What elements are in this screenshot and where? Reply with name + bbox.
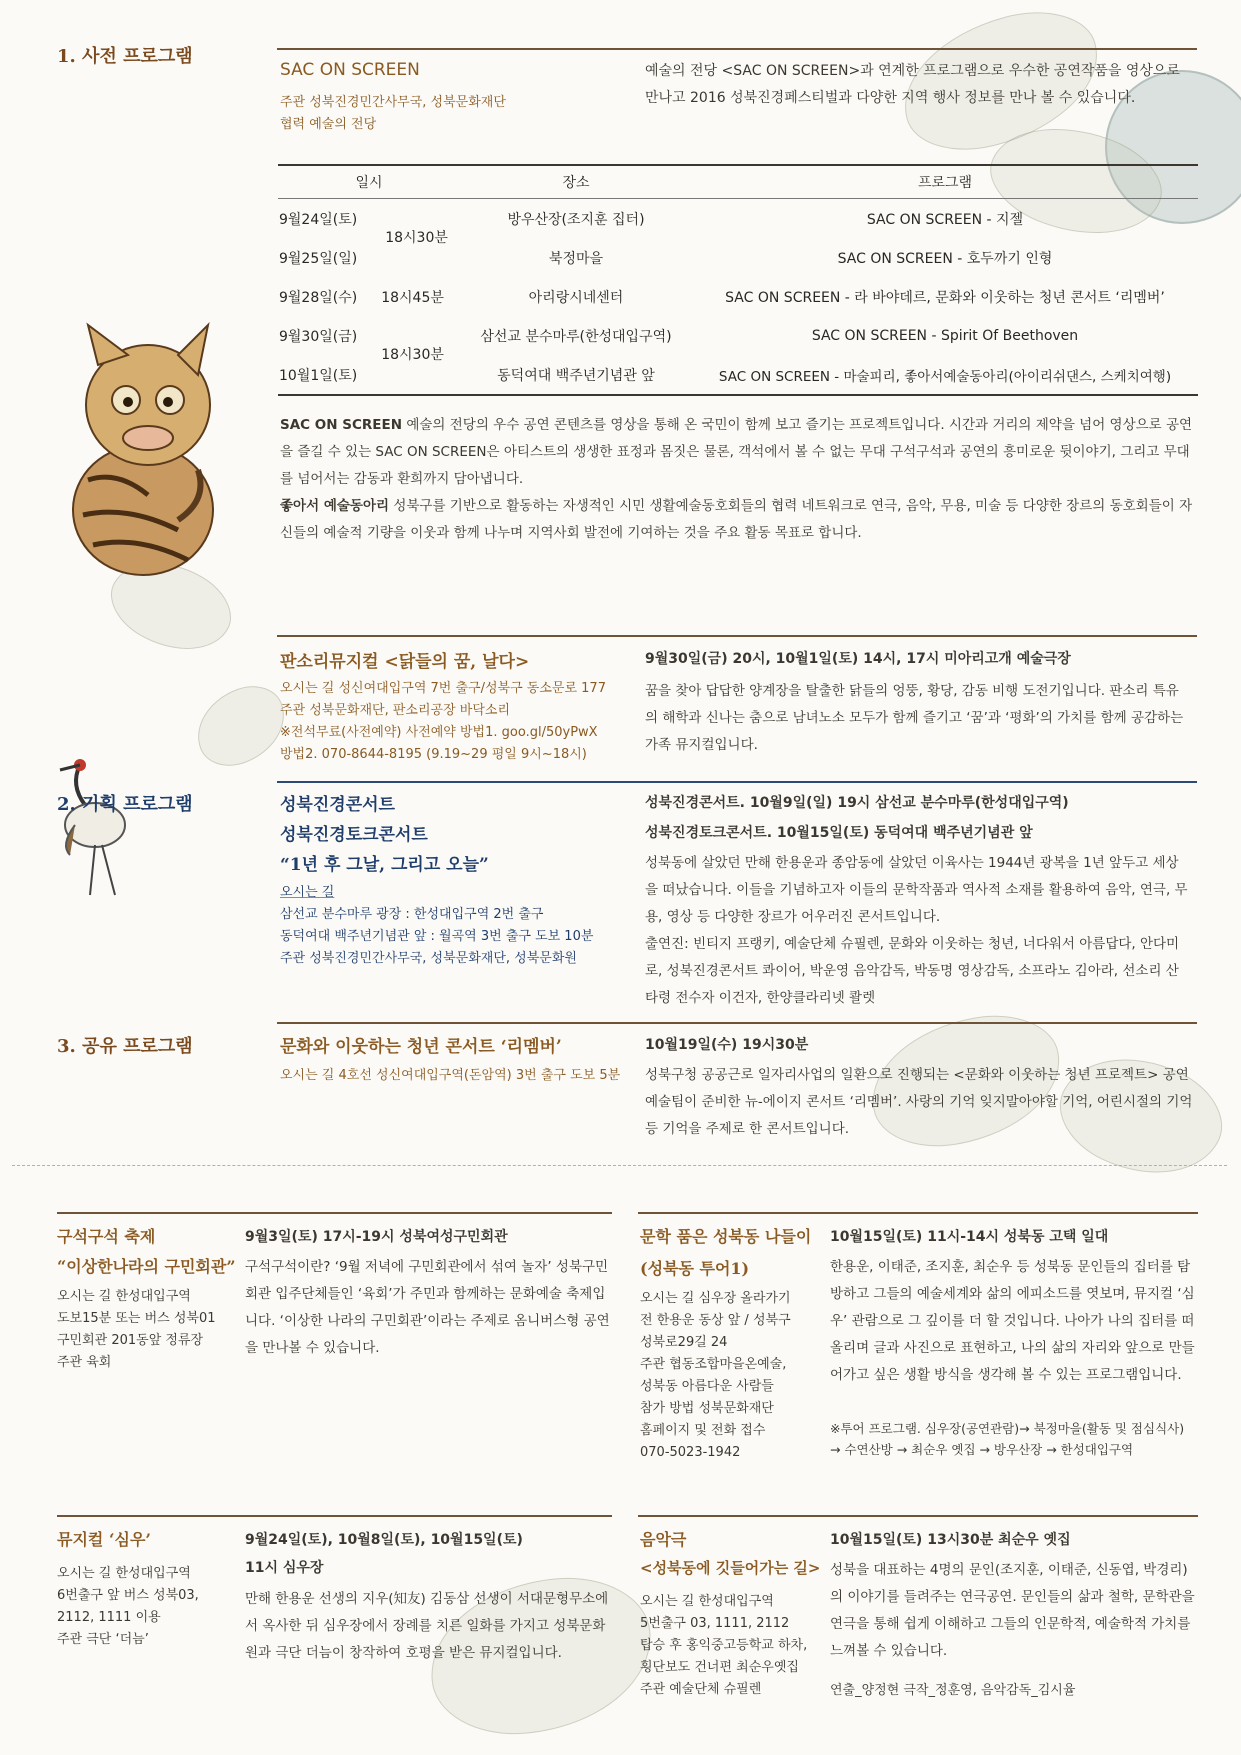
tour-schedule: 10월15일(토) 11시-14시 성북동 고택 일대 — [830, 1229, 1109, 1245]
sac-desc-text: 예술의 전당의 우수 공연 콘텐츠를 영상을 통해 온 국민이 함께 보고 즐기는 프로젝트입니다. 시간과 거리의 제약을 넘어 영상으로 공연을 즐길 수 있는 SAC ON SCREEN은 아티스트의 생생한 표정과 몸짓은 물론, 객석에서 볼 수 없는 무대 구석구석과 공연의 흥미로운 뒷이야기, 그리고 무대를 넘어서는 감동과 환희까지 담아냅니다. — [280, 417, 1193, 487]
concert-directions-label: 오시는 길 — [280, 885, 335, 900]
festival-dir3: 구민회관 201동앞 정류장 — [57, 1333, 204, 1348]
tour-join2: 홈페이지 및 전화 접수 — [640, 1423, 766, 1438]
tour-dir2: 전 한용운 동상 앞 / 성북구 — [640, 1313, 791, 1328]
row-place: 방우산장(조지훈 집터) — [507, 211, 645, 228]
club-desc-term: 좋아서 예술동아리 — [280, 498, 390, 514]
pansori-desc: 꿈을 찾아 답답한 양계장을 탈출한 닭들의 엉뚱, 황당, 감동 비행 도전기입니다. 판소리 특유의 해학과 신나는 춤으로 남녀노소 모두가 함께 즐기고 ‘꿈’과 ‘평화’의 가치를 함께 공감하는 가족 뮤지컬입니다. — [645, 683, 1184, 753]
drama-dir1: 오시는 길 한성대입구역 — [640, 1594, 774, 1609]
drama-desc: 성북을 대표하는 4명의 문인(조지훈, 이태준, 신동엽, 박경리)의 이야기를 들려주는 연극공연. 문인들의 삶과 철학, 문학관을 연극을 통해 쉽게 이해하고 그들의 인문학적, 예술학적 가치를 느껴볼 수 있습니다. — [830, 1562, 1195, 1659]
drama-dir4: 횡단보도 건너편 최순우옛집 — [640, 1660, 799, 1675]
simwoo-desc: 만해 한용운 선생의 지우(知友) 김동삼 선생이 서대문형무소에서 옥사한 뒤 심우장에서 장례를 치른 일화를 가지고 성북문화원과 극단 더늠이 창작하여 호평을 받은 뮤지컬입니다. — [245, 1591, 609, 1661]
tour-join1: 참가 방법 성북문화재단 — [640, 1401, 774, 1416]
concert-host: 주관 성북진경민간사무국, 성북문화재단, 성북문화원 — [280, 951, 577, 966]
tour-dir1: 오시는 길 심우장 올라가기 — [640, 1291, 791, 1306]
section2-title: 2. 기획 프로그램 — [57, 794, 193, 815]
tour-top-rule — [638, 1212, 1198, 1214]
drama-top-rule — [638, 1515, 1198, 1517]
tour-desc: 한용운, 이태준, 조지훈, 최순우 등 성북동 문인들의 집터를 탐방하고 그들의 예술세계와 삶의 에피소드를 엿보며, 뮤지컬 ‘심우’ 관람으로 그 깊이를 더 할 것입니다. 나아가 나의 집터를 떠올리며 글과 사진으로 표현하고, 나의 삶의 자리와 앞으로 만들어가고 싶은 생활 방식을 생각해 볼 수 있는 프로그램입니다. — [830, 1259, 1195, 1383]
drama-dir2: 5번출구 03, 1111, 2112 — [640, 1616, 790, 1631]
row-time: 18시30분 — [381, 346, 444, 363]
festival-title1: 구석구석 축제 — [57, 1227, 156, 1246]
remember-directions: 오시는 길 4호선 성신여대입구역(돈암역) 3번 출구 도보 5분 — [280, 1068, 621, 1083]
row-place: 북정마을 — [548, 250, 604, 267]
row-program: SAC ON SCREEN - Spirit Of Beethoven — [811, 327, 1079, 344]
tour-host1: 주관 협동조합마을온예술, — [640, 1357, 787, 1372]
tour-route: ※투어 프로그램. 심우장(공연관람)→ 북정마을(활동 및 점심식사) → 수연산방 → 최순우 옛집 → 방우산장 → 한성대입구역 — [830, 1421, 1185, 1457]
table-row — [278, 199, 1198, 239]
simwoo-title: 뮤지컬 ‘심우’ — [57, 1530, 151, 1549]
pansori-reserve2: 방법2. 070-8644-8195 (9.19~29 평일 9시~18시) — [280, 747, 587, 762]
festival-title2: “이상한나라의 구민회관” — [57, 1257, 236, 1276]
festival-host: 주관 육회 — [57, 1355, 112, 1370]
simwoo-top-rule — [57, 1515, 612, 1517]
tour-join3: 070-5023-1942 — [640, 1445, 741, 1460]
sac-intro: 예술의 전당 <SAC ON SCREEN>과 연계한 프로그램으로 우수한 공연작품을 영상으로 만나고 2016 성북진경페스티벌과 다양한 지역 행사 정보를 만나 볼 수 있습니다. — [645, 63, 1180, 106]
festival-dir1: 오시는 길 한성대입구역 — [57, 1289, 191, 1304]
crane-illustration — [40, 755, 160, 905]
row-date: 9월25일(일) — [279, 250, 358, 267]
festival-dir2: 도보15분 또는 버스 성북01 — [57, 1311, 216, 1326]
sac-title: SAC ON SCREEN — [280, 60, 420, 80]
schedule-table — [278, 164, 1198, 396]
sac-description — [280, 412, 1195, 547]
tiger-illustration — [58, 320, 228, 580]
remember-schedule: 10월19일(수) 19시30분 — [645, 1037, 809, 1053]
row-program: SAC ON SCREEN - 라 바야데르, 문화와 이웃하는 청년 콘서트 ‘리멤버’ — [725, 289, 1165, 306]
pansori-top-rule — [277, 635, 1197, 637]
tour-host2: 성북동 아름다운 사람들 — [640, 1379, 774, 1394]
sac-desc-term: SAC ON SCREEN — [280, 417, 403, 433]
row-date: 9월24일(토) — [279, 211, 358, 228]
simwoo-host: 주관 극단 ‘더늠’ — [57, 1632, 149, 1647]
concert-dir2: 동덕여대 백주년기념관 앞 : 월곡역 3번 출구 도보 10분 — [280, 929, 594, 944]
table-header-date: 일시 — [278, 165, 460, 199]
tour-dir3: 성북로29길 24 — [640, 1335, 728, 1350]
concert-title-1: 성북진경콘서트 — [280, 795, 395, 815]
table-header-place: 장소 — [460, 165, 692, 199]
tour-title2: (성북동 투어1) — [640, 1259, 750, 1278]
pansori-schedule: 9월30일(금) 20시, 10월1일(토) 14시, 17시 미아리고개 예술극장 — [645, 651, 1071, 667]
simwoo-schedule1: 9월24일(토), 10월8일(토), 10월15일(토) — [245, 1532, 523, 1548]
section2-top-rule — [277, 781, 1197, 783]
sac-host: 주관 성북진경민간사무국, 성북문화재단 — [280, 95, 506, 110]
row-date: 10월1일(토) — [278, 355, 460, 395]
drama-title1: 음악극 — [640, 1530, 687, 1549]
pansori-directions: 오시는 길 성신여대입구역 7번 출구/성북구 동소문로 177 — [280, 681, 606, 696]
drama-schedule: 10월15일(토) 13시30분 최순우 옛집 — [830, 1532, 1071, 1548]
sac-cooperation: 협력 예술의 전당 — [280, 117, 377, 132]
simwoo-schedule2: 11시 심우장 — [245, 1560, 324, 1576]
remember-title: 문화와 이웃하는 청년 콘서트 ‘리멤버’ — [280, 1037, 562, 1057]
festival-schedule: 9월3일(토) 17시-19시 성북여성구민회관 — [245, 1229, 508, 1245]
row-place: 동덕여대 백주년기념관 앞 — [460, 355, 692, 395]
drama-dir3: 탑승 후 홍익중고등학교 하차, — [640, 1638, 808, 1653]
row-time: 18시45분 — [381, 289, 444, 306]
section3-title: 3. 공유 프로그램 — [57, 1036, 193, 1057]
club-desc-text: 성북구를 기반으로 활동하는 자생적인 시민 생활예술동호회들의 협력 네트워크로 연극, 음악, 무용, 미술 등 다양한 장르의 동호회들이 자신들의 예술적 기량을 이웃과 함께 나누며 지역사회 발전에 기여하는 것을 주요 활동 목표로 합니다. — [280, 498, 1193, 541]
concert-dir1: 삼선교 분수마루 광장 : 한성대입구역 2번 출구 — [280, 907, 544, 922]
row-program: SAC ON SCREEN - 호두까기 인형 — [837, 250, 1053, 267]
table-row — [278, 277, 1198, 316]
dashed-divider — [12, 1165, 1227, 1166]
drama-title2: <성북동에 깃들어가는 길> — [640, 1559, 821, 1577]
concert-schedule1: 성북진경콘서트. 10월9일(일) 19시 삼선교 분수마루(한성대입구역) — [645, 795, 1069, 811]
concert-performers: 출연진: 빈티지 프랭키, 예술단체 슈필렌, 문화와 이웃하는 청년, 너다워서 아름답다, 안다미로, 성북진경콘서트 콰이어, 박운영 음악감독, 박동명 영상감독, 소프라노 김아라, 선소리 산타령 전수자 이건자, 한양클라리넷 콸렛 — [645, 936, 1180, 1006]
concert-title-2: 성북진경토크콘서트 — [280, 825, 428, 845]
row-program: SAC ON SCREEN - 지젤 — [866, 211, 1024, 228]
row-date: 9월28일(수) — [279, 289, 358, 306]
row-time: 18시30분 — [385, 229, 448, 246]
festival-top-rule — [57, 1212, 612, 1214]
simwoo-dir3: 2112, 1111 이용 — [57, 1610, 161, 1625]
pansori-host: 주관 성북문화재단, 판소리공장 바닥소리 — [280, 703, 511, 718]
drama-credits: 연출_양정현 극작_정훈영, 음악감독_김시율 — [830, 1683, 1076, 1698]
drama-host: 주관 예술단체 슈필렌 — [640, 1682, 762, 1697]
section3-top-rule — [277, 1022, 1197, 1024]
pansori-reserve1: ※전석무료(사전예약) 사전예약 방법1. goo.gl/50yPwX — [280, 725, 598, 740]
table-row — [278, 316, 1198, 355]
concert-title-3: “1년 후 그날, 그리고 오늘” — [280, 855, 489, 875]
concert-schedule2: 성북진경토크콘서트. 10월15일(토) 동덕여대 백주년기념관 앞 — [645, 825, 1033, 841]
section1-title: 1. 사전 프로그램 — [57, 46, 193, 67]
simwoo-dir2: 6번출구 앞 버스 성북03, — [57, 1588, 199, 1603]
tour-title1: 문학 품은 성북동 나들이 — [640, 1227, 812, 1246]
simwoo-dir1: 오시는 길 한성대입구역 — [57, 1566, 191, 1581]
row-place: 삼선교 분수마루(한성대입구역) — [480, 328, 672, 345]
table-header-program: 프로그램 — [692, 165, 1198, 199]
row-place: 아리랑시네센터 — [528, 289, 624, 306]
section1-top-rule — [277, 48, 1197, 50]
row-date: 9월30일(금) — [279, 328, 358, 345]
row-program: SAC ON SCREEN - 마술피리, 좋아서예술동아리(아이리쉬댄스, 스케치여행) — [692, 355, 1198, 395]
pansori-title: 판소리뮤지컬 <닭들의 꿈, 날다> — [280, 652, 530, 672]
concert-desc: 성북동에 살았던 만해 한용운과 종암동에 살았던 이육사는 1944년 광복을 1년 앞두고 세상을 떠났습니다. 이들을 기념하고자 이들의 문학작품과 역사적 소재를 활용하여 음악, 연극, 무용, 영상 등 다양한 장르가 어우러진 콘서트입니다. — [645, 855, 1188, 925]
festival-desc: 구석구석이란? ‘9월 저녁에 구민회관에서 섞여 놀자’ 성북구민회관 입주단체들인 ‘육회’가 주민과 함께하는 문화예술 축제입니다. ‘이상한 나라의 구민회관’이라는 주제로 옴니버스형 공연을 만나볼 수 있습니다. — [245, 1259, 610, 1356]
remember-desc: 성북구청 공공근로 일자리사업의 일환으로 진행되는 <문화와 이웃하는 청년 프로젝트> 공연예술팀이 준비한 뉴-에이지 콘서트 ‘리멤버’. 사랑의 기억 잊지말아야할 기억, 어린시절의 기억 등 기억을 주제로 한 콘서트입니다. — [645, 1067, 1193, 1137]
